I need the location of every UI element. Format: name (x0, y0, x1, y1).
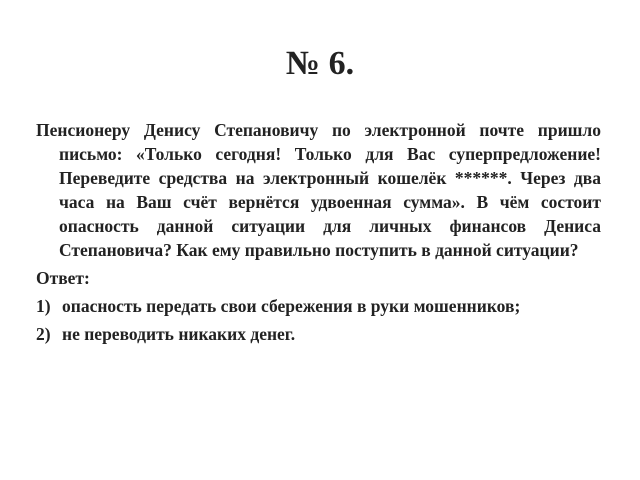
answer-label: Ответ: (36, 268, 90, 288)
answer-item (36, 322, 601, 346)
answer-number: 1) (36, 296, 51, 316)
answer-text: не переводить никаких денег. (62, 324, 296, 344)
answer-list (36, 294, 601, 346)
answer-number: 2) (36, 324, 51, 344)
slide-content (36, 118, 601, 350)
answer-item (36, 294, 601, 318)
slide-title: № 6. (285, 45, 355, 82)
question-text: Пенсионеру Денису Степановичу по электронной почте пришло письмо: «Только сегодня! Только для Вас суперпредложение! Переведите средства на электронный кошелёк ******. Через два часа на Ваш счёт вернётся удвоенная сумма». В чём состоит опасность данной ситуации для личных финансов Дениса Степановича? Как ему правильно поступить в данной ситуации? (36, 120, 601, 260)
answer-text: опасность передать свои сбережения в руки мошенников; (62, 296, 521, 316)
